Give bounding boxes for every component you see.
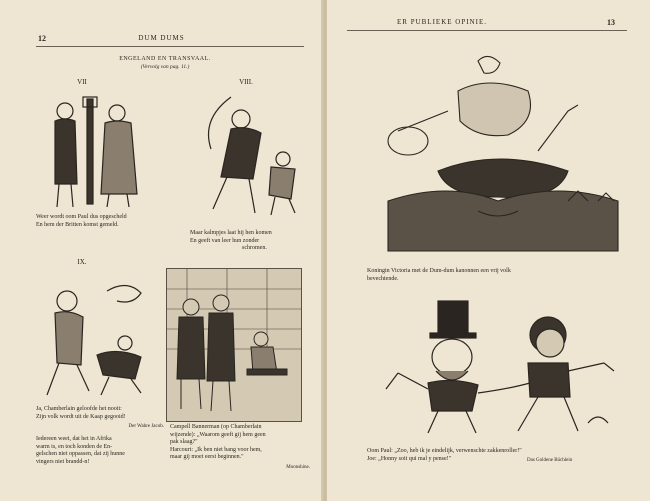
caption-line: Harcourt: „Ik ben niet bang voor hem, [170,446,262,453]
section-subtitle: (Vervolg van pag. 11.) [140,64,190,70]
paragraph-line: Iedereen weet, dat het in Afrika [36,436,112,442]
panel-ix-illustration [36,270,156,402]
caption-line: pak slaag?" [170,439,198,445]
right-running-head: ER PUBLIEKE OPINIE. [397,18,487,26]
panel-viii-numeral: VIII. [239,78,253,86]
engraving-attribution: Moonshine. [286,464,310,470]
bottom-paragraph [36,436,164,466]
left-page-number: 12 [38,34,46,43]
paragraph-line: vingers niet brandd-n! [36,458,90,465]
panel-ix-caption [36,406,164,431]
caption-line: Weer wordt oom Paul dus opgescheld [36,214,127,220]
engraving-caption [170,424,310,471]
caption-line: Ja, Chamberlain geloofde het nooit: [36,406,122,412]
oom-paul-attribution: Das Goldene Büchlein [527,458,573,463]
oom-paul-caption [367,448,637,463]
caption-line: schromen. [242,245,267,251]
caption-line: Zijn volk wordt uit de Kaap gegooid! [36,413,126,420]
left-running-head: DUM DUMS [138,34,185,42]
left-header-rule [36,46,304,47]
panel-viii-illustration [190,88,310,220]
panel-vii-caption [36,214,166,229]
caption-line: Joe: „Honny soit qui mal y pense!" [367,455,452,462]
caption-line: wijzende): „Waarom geeft gij hem geen [170,431,266,438]
caption-line: Maar kalmpjes laat hij hen komen [190,230,272,236]
caption-line: maar gij moet eerst beginnen." [170,454,244,460]
caption-line: En geeft van leer hun zonder [190,237,260,244]
caption-line: bevechtende. [367,275,399,282]
panel-vii-numeral: VII [77,78,87,86]
caption-line: Oom Paul: „Zoo, heb ik je eindelijk, verwenschte zakkenroller!" [367,448,522,454]
section-title: ENGELAND EN TRANSVAAL. [119,56,211,62]
right-page-number: 13 [607,18,615,27]
victoria-cartoon [367,50,629,262]
left-page [0,0,323,501]
right-page [327,0,650,501]
victoria-caption [367,268,637,283]
panel-ix-numeral: IX. [77,258,87,266]
panel-ix-attribution: Der Wahre Jacob. [128,424,164,429]
oom-paul-joe-cartoon [367,292,629,444]
panel-vii-illustration [36,88,148,210]
right-header-rule [347,30,627,31]
paragraph-line: warm is, en toch konden de En- [36,443,113,450]
caption-line: Koningin Victoria met de Dum-dum kanonnen een vrij volk [367,268,511,274]
caption-line: En hem der Britten komst gemeld. [36,221,119,228]
panel-viii-caption [190,230,315,253]
engraving-illustration [166,268,302,422]
paragraph-line: gelschen niet oppassen, dat zij hunne [36,451,125,457]
caption-line: Campell Bannerman (op Chamberlain [170,424,262,430]
